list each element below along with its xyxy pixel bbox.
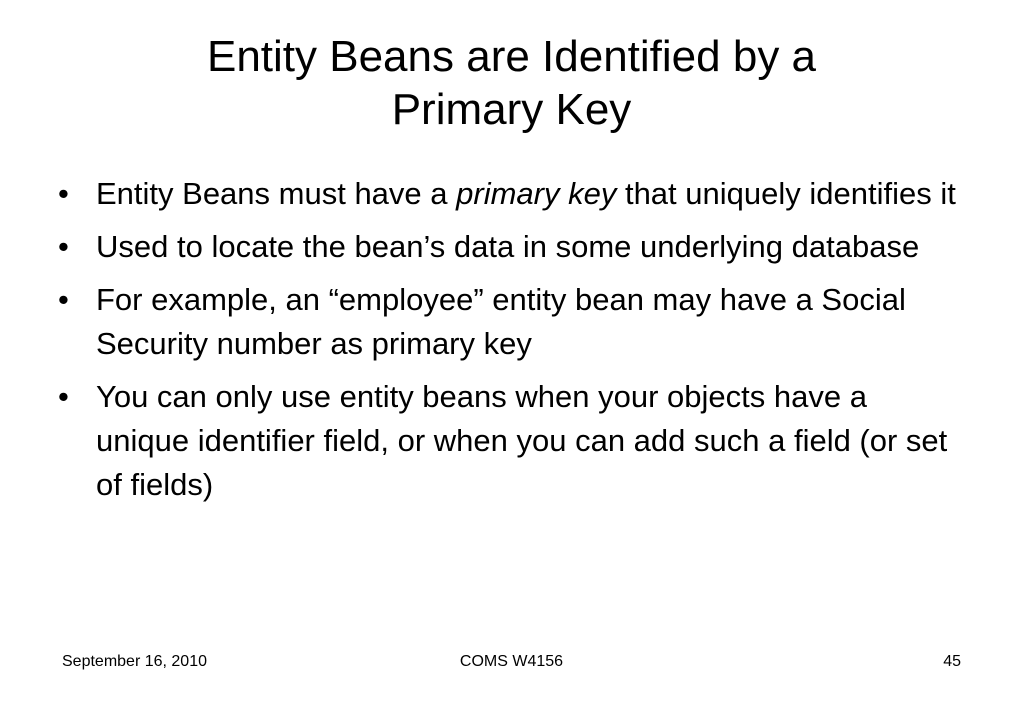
bullet-emphasis: primary key (456, 176, 617, 211)
bullet-text: For example, an “employee” entity bean may have a Social Security number as primary key (96, 282, 906, 361)
bullet-dot-icon: • (58, 282, 69, 317)
bullet-item (58, 278, 968, 366)
slide-title (60, 30, 963, 136)
bullet-dot-icon: • (58, 379, 69, 414)
slide-title-line-1: Entity Beans are Identified by a (206, 32, 817, 81)
bullet-text: Used to locate the bean’s data in some underlying database (96, 229, 920, 264)
bullet-text: You can only use entity beans when your objects have a unique identifier field, or when you can add such a field (or set of fields) (96, 379, 948, 502)
bullet-item (58, 225, 968, 269)
footer-date: September 16, 2010 (62, 653, 207, 670)
slide-title-line-2: Primary Key (391, 85, 632, 134)
bullet-dot-icon: • (58, 176, 69, 211)
bullet-text-prefix: Entity Beans must have a (96, 176, 457, 211)
footer-page-number: 45 (943, 653, 961, 670)
bullet-item (58, 375, 968, 507)
footer-course: COMS W4156 (459, 653, 564, 670)
bullet-text-suffix: that uniquely identifies it (616, 176, 956, 211)
bullet-item (58, 172, 968, 216)
bullet-list (58, 172, 968, 516)
bullet-dot-icon: • (58, 229, 69, 264)
